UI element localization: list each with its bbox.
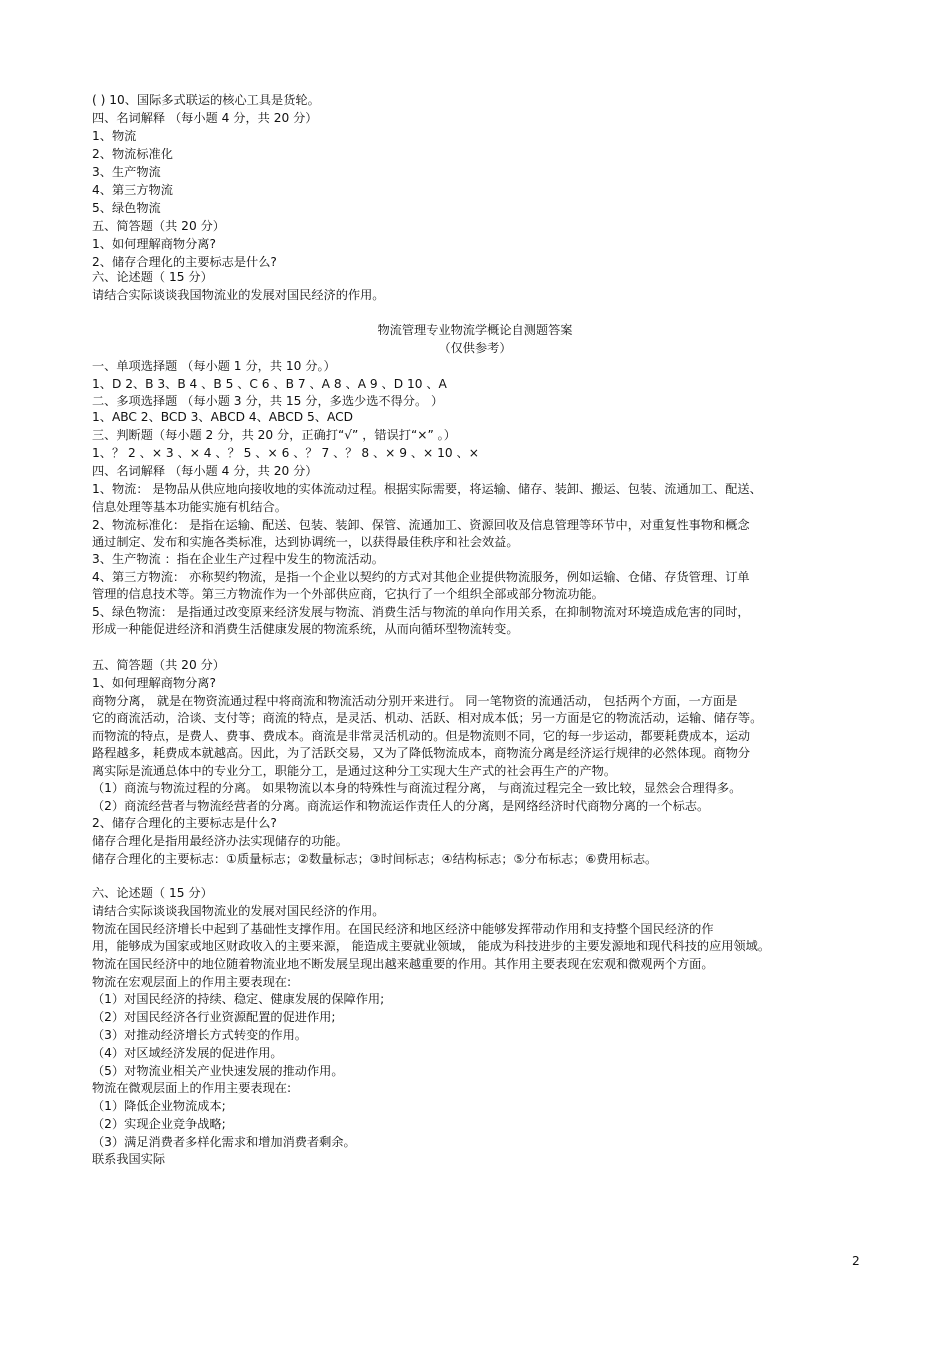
answers-s6-line: 物流在国民经济中的地位随着物流业地不断发展呈现出越来越重要的作用。其作用主要表现在宏观和微观两个方面。: [92, 957, 714, 971]
answers-s4-line: 形成一种能促进经济和消费生活健康发展的物流系统，从而向循环型物流转变。: [92, 622, 519, 636]
answers-s6-question: 请结合实际谈谈我国物流业的发展对国民经济的作用。: [92, 904, 385, 918]
answers-s6-line: （3）对推动经济增长方式转变的作用。: [92, 1028, 307, 1042]
answers-s6-line: 物流在宏观层面上的作用主要表现在:: [92, 975, 292, 989]
answers-s6-heading: 六、论述题（ 15 分）: [92, 886, 213, 900]
answers-s4-line: 1、物流： 是物品从供应地向接收地的实体流动过程。根据实际需要，将运输、储存、装卸、搬运、包装、流通加工、配送、: [92, 482, 762, 496]
sec6-item: 请结合实际谈谈我国物流业的发展对国民经济的作用。: [92, 288, 385, 302]
sec4-item-3: 3、生产物流: [92, 165, 161, 179]
answers-s1-key: 1、D 2、B 3、B 4 、B 5 、C 6 、B 7 、A 8 、A 9 、D 10 、A: [92, 377, 447, 391]
answers-s5-q2: 2、储存合理化的主要标志是什么?: [92, 816, 277, 830]
answers-s5-q1-line: 路程越多，耗费成本就越高。因此，为了活跃交易，又为了降低物流成本，商物流分离是经济运行规律的必然体现。商物分: [92, 746, 751, 760]
answers-title: 物流管理专业物流学概论自测题答案: [377, 323, 573, 337]
answers-s3-heading: 三、判断题（每小题 2 分，共 20 分，正确打“√” ，错误打“×” 。）: [92, 428, 456, 442]
answers-s4-line: 信息处理等基本功能实施有机结合。: [92, 500, 287, 514]
answers-s5-q2-line: 储存合理化是指用最经济办法实现储存的功能。: [92, 834, 348, 848]
answers-s6-line: 联系我国实际: [92, 1152, 166, 1166]
answers-s5-q1-line: （1）商流与物流过程的分离。 如果物流以本身的特殊性与商流过程分离， 与商流过程完全一致比较，显然会合理得多。: [92, 781, 742, 795]
answers-s4-line: 管理的信息技术等。第三方物流作为一个外部供应商，它执行了一个组织全部或部分物流功能。: [92, 587, 604, 601]
page-number: 2: [852, 1254, 860, 1268]
answers-s6-line: 物流在国民经济增长中起到了基础性支撑作用。在国民经济和地区经济中能够发挥带动作用和支持整个国民经济的作: [92, 922, 714, 936]
answers-s6-line: （4）对区域经济发展的促进作用。: [92, 1046, 283, 1060]
answers-subtitle: （仅供参考）: [438, 341, 512, 355]
answers-s5-q1-line: （2）商流经营者与物流经营者的分离。商流运作和物流运作责任人的分离，是网络经济时代商物分离的一个标志。: [92, 799, 710, 813]
answers-s2-key: 1、ABC 2、BCD 3、ABCD 4、ABCD 5、ACD: [92, 410, 354, 424]
answers-s6-line: （2）实现企业竞争战略;: [92, 1117, 226, 1131]
answers-s5-q1-line: 离实际是流通总体中的专业分工，职能分工，是通过这种分工实现大生产式的社会再生产的产物。: [92, 764, 617, 778]
answers-s5-q1-line: 它的商流活动，洽谈、支付等；商流的特点，是灵活、机动、活跃、相对成本低；另一方面是它的物流活动，运输、储存等。: [92, 711, 763, 725]
section-5-heading: 五、简答题（共 20 分）: [92, 219, 225, 233]
section-4-heading: 四、名词解释 （每小题 4 分，共 20 分）: [92, 111, 318, 125]
answers-s4-line: 2、物流标准化： 是指在运输、配送、包装、装卸、保管、流通加工、资源回收及信息管理等环节中，对重复性事物和概念: [92, 518, 750, 532]
sec4-item-5: 5、绿色物流: [92, 201, 161, 215]
answers-s1-heading: 一、单项选择题 （每小题 1 分，共 10 分。）: [92, 359, 336, 373]
answers-s4-heading: 四、名词解释 （每小题 4 分，共 20 分）: [92, 464, 318, 478]
section-6-heading: 六、论述题（ 15 分）: [92, 270, 213, 284]
sec4-item-2: 2、物流标准化: [92, 147, 173, 161]
answers-s5-q2-line: 储存合理化的主要标志：①质量标志；②数量标志；③时间标志；④结构标志；⑤分布标志；⑥费用标志。: [92, 852, 658, 866]
sec5-item-2: 2、储存合理化的主要标志是什么?: [92, 255, 277, 269]
answers-s5-q1-line: 商物分离， 就是在物资流通过程中将商流和物流活动分别开来进行。 同一笔物资的流通活动， 包括两个方面，一方面是: [92, 694, 738, 708]
answers-s4-line: 3、生产物流 ：指在企业生产过程中发生的物流活动。: [92, 552, 384, 566]
answers-s6-line: （3）满足消费者多样化需求和增加消费者剩余。: [92, 1135, 356, 1149]
sec5-item-1: 1、如何理解商物分离?: [92, 237, 216, 251]
answers-s6-line: （1）对国民经济的持续、稳定、健康发展的保障作用;: [92, 992, 385, 1006]
answers-s6-line: 用，能够成为国家或地区财政收入的主要来源， 能造成主要就业领域， 能成为科技进步的主要发源地和现代科技的应用领域。: [92, 939, 771, 953]
answers-s4-line: 通过制定、发布和实施各类标准，达到协调统一，以获得最佳秩序和社会效益。: [92, 535, 519, 549]
answers-s6-line: 物流在微观层面上的作用主要表现在:: [92, 1081, 292, 1095]
answers-s2-heading: 二、多项选择题 （每小题 3 分，共 15 分，多选少选不得分。 ）: [92, 394, 444, 408]
answers-s3-key: 1、？ 2 、× 3 、× 4 、？ 5 、× 6 、？ 7 、？ 8 、× 9 、× 10 、×: [92, 446, 479, 460]
question-10: ( ) 10、国际多式联运的核心工具是货轮。: [92, 93, 320, 107]
answers-s6-line: （2）对国民经济各行业资源配置的促进作用;: [92, 1010, 336, 1024]
answers-s6-line: （5）对物流业相关产业快速发展的推动作用。: [92, 1064, 344, 1078]
sec4-item-1: 1、物流: [92, 129, 137, 143]
answers-s6-line: （1）降低企业物流成本;: [92, 1099, 226, 1113]
answers-s4-line: 4、第三方物流： 亦称契约物流，是指一个企业以契约的方式对其他企业提供物流服务，例如运输、仓储、存货管理、订单: [92, 570, 750, 584]
answers-s5-q1: 1、如何理解商物分离?: [92, 676, 216, 690]
answers-s4-line: 5、绿色物流： 是指通过改变原来经济发展与物流、消费生活与物流的单向作用关系，在抑制物流对环境造成危害的同时，: [92, 605, 750, 619]
sec4-item-4: 4、第三方物流: [92, 183, 173, 197]
answers-s5-heading: 五、简答题（共 20 分）: [92, 658, 225, 672]
answers-s5-q1-line: 而物流的特点，是费人、费事、费成本。商流是非常灵活机动的。但是物流则不同，它的每一步运动，都要耗费成本，运动: [92, 729, 751, 743]
